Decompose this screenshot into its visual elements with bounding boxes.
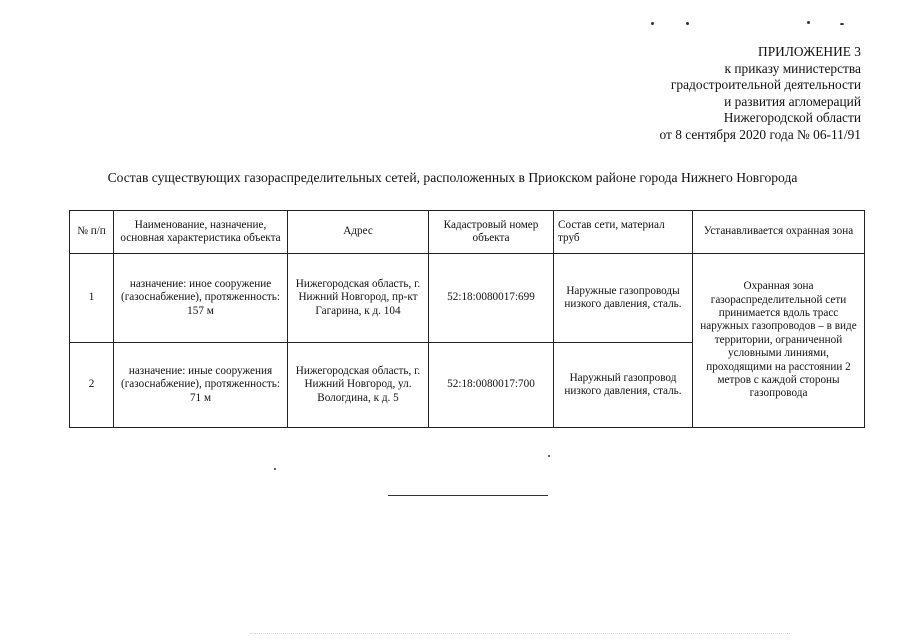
appendix-line: к приказу министерства <box>724 60 861 76</box>
cell-network: Наружный газопровод низкого давления, сталь. <box>554 343 693 428</box>
scan-speck <box>840 23 844 25</box>
scan-speck <box>807 21 810 24</box>
table-row <box>70 254 865 343</box>
scan-speck <box>548 455 550 457</box>
appendix-line: Нижегородской области <box>723 110 861 126</box>
separator-line <box>388 495 548 496</box>
cell-num: 2 <box>70 343 114 428</box>
gas-network-table <box>69 210 865 428</box>
cell-network: Наружные газопроводы низкого давления, сталь. <box>554 254 693 343</box>
header-name: Наименование, назначение, основная характеристика объекта <box>114 211 288 254</box>
scan-speck <box>651 22 654 25</box>
header-address: Адрес <box>288 211 429 254</box>
document-title: Состав существующих газораспределительных сетей, расположенных в Приокском районе города Нижнего Новгорода <box>107 170 798 185</box>
cell-cadastral: 52:18:0080017:699 <box>429 254 554 343</box>
appendix-header <box>659 44 861 144</box>
appendix-line: градостроительной деятельности <box>670 77 861 93</box>
faded-footer-mark <box>250 633 790 638</box>
appendix-line: и развития агломераций <box>724 93 861 109</box>
cell-cadastral: 52:18:0080017:700 <box>429 343 554 428</box>
cell-name: назначение: иное сооружение (газоснабжение), протяженность: 157 м <box>114 254 288 343</box>
appendix-line: от 8 сентября 2020 года № 06-11/91 <box>659 126 861 142</box>
header-num: № п/п <box>70 211 114 254</box>
cell-zone: Охранная зона газораспределительной сети принимается вдоль трасс наружных газопроводов – в виде территории, ограниченной условными линиями, проходящими на расстоянии 2 метров с каждой стороны газопровода <box>693 254 865 428</box>
appendix-line: ПРИЛОЖЕНИЕ 3 <box>758 44 861 59</box>
scan-speck <box>274 468 276 470</box>
header-cadastral: Кадастровый номер объекта <box>429 211 554 254</box>
header-zone: Устанавливается охранная зона <box>693 211 865 254</box>
cell-name: назначение: иные сооружения (газоснабжение), протяженность: 71 м <box>114 343 288 428</box>
header-network: Состав сети, материал труб <box>554 211 693 254</box>
cell-address: Нижегородская область, г. Нижний Новгород, ул. Вологдина, к д. 5 <box>288 343 429 428</box>
cell-address: Нижегородская область, г. Нижний Новгород, пр-кт Гагарина, к д. 104 <box>288 254 429 343</box>
table-header-row <box>70 211 865 254</box>
cell-num: 1 <box>70 254 114 343</box>
scan-speck <box>686 22 689 25</box>
